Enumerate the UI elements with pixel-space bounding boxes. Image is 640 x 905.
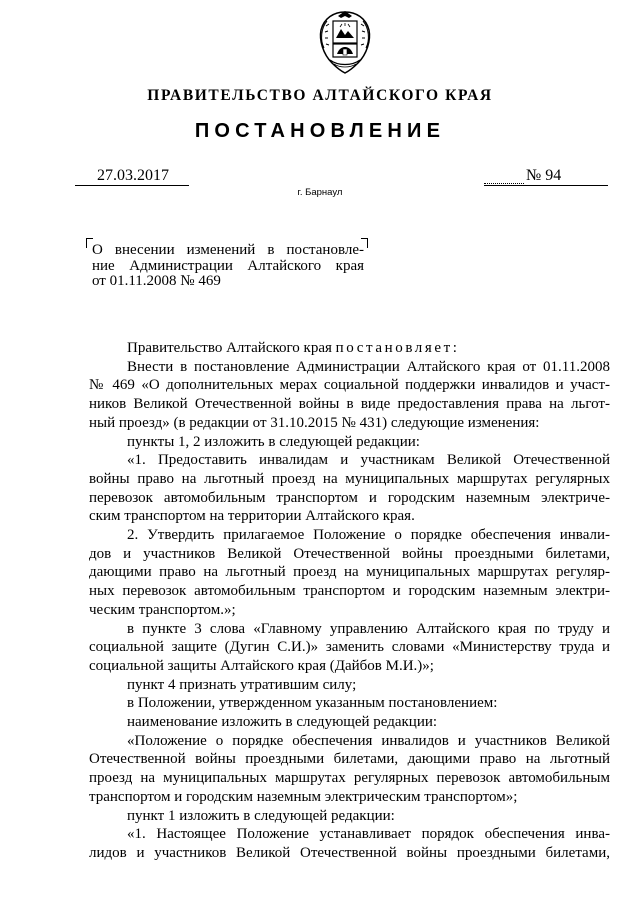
body-line: ный проезд» (в редакции от 31.10.2015 № 431) следующие изменения: <box>89 414 540 431</box>
document-subject <box>92 243 364 290</box>
body-line: ским транспортом на территории Алтайского края. <box>89 508 415 525</box>
document-date: 27.03.2017 <box>97 167 169 184</box>
intro-prefix: Правительство Алтайского края <box>127 340 336 356</box>
body-line: в Положении, утвержденном указанным постановлением: <box>127 695 498 712</box>
date-underline <box>75 185 189 186</box>
document-body <box>89 339 610 863</box>
number-underline <box>484 185 608 186</box>
subject-line: ние Администрации Алтайского края <box>92 257 364 274</box>
body-line: пункт 1 изложить в следующей редакции: <box>127 807 395 824</box>
body-line: в пункте 3 слова «Главному управлению Алтайского края по труду и <box>127 620 610 637</box>
body-line: пункты 1, 2 изложить в следующей редакции: <box>127 433 420 450</box>
intro-verb: постановляет: <box>335 340 460 356</box>
body-line: транспортом и городским наземным электрическим транспортом»; <box>89 788 518 805</box>
body-line: Отечественной войны проездными билетами, дающими право на льготный <box>89 751 610 768</box>
body-line: Внести в постановление Администрации Алтайского края от 01.11.2008 <box>127 358 610 375</box>
body-line: дающими право на льготный проезд на муниципальных маршрутах регуляр- <box>89 564 610 581</box>
subject-line: от 01.11.2008 № 469 <box>92 273 221 290</box>
body-line: ников Великой Отечественной войны в виде предоставления права на льгот- <box>89 396 610 413</box>
body-line: лидов и участников Великой Отечественной войны проездными билетами, <box>89 844 610 861</box>
body-line: «1. Настоящее Положение устанавливает порядок обеспечения инва- <box>127 826 610 843</box>
body-line: наименование изложить в следующей редакции: <box>127 714 438 731</box>
coat-of-arms-emblem <box>314 8 376 76</box>
body-line: социальной защиты Алтайского края (Дайбов М.И.)»; <box>89 657 434 674</box>
number-dotted-line <box>484 183 524 184</box>
intro-line <box>89 339 610 358</box>
body-line: № 469 «О дополнительных мерах социальной поддержки инвалидов и участ- <box>89 377 610 394</box>
body-line: «Положение о порядке обеспечения инвалидов и участников Великой <box>127 732 610 749</box>
document-type: ПОСТАНОВЛЕНИЕ <box>194 120 446 142</box>
body-line: «1. Предоставить инвалидам и участникам Великой Отечественной <box>127 452 610 469</box>
body-line: ческим транспортом.»; <box>89 601 236 618</box>
body-line: проезд на муниципальных маршрутах регулярных перевозок автомобильным <box>89 770 610 787</box>
body-line: перевозок автомобильным транспортом и городским наземным электриче- <box>89 489 610 506</box>
body-line: социальной защите (Дугин С.И.)» заменить словами «Министерству труда и <box>89 639 610 656</box>
organization-name: ПРАВИТЕЛЬСТВО АЛТАЙСКОГО КРАЯ <box>147 87 493 104</box>
body-line: пункт 4 признать утратившим силу; <box>127 676 357 693</box>
body-line: войны право на льготный проезд на муниципальных маршрутах регулярных <box>89 470 610 487</box>
body-line: 2. Утвердить прилагаемое Положение о порядке обеспечения инвали- <box>127 527 610 544</box>
city: г. Барнаул <box>297 187 343 198</box>
body-line: дов и участников Великой Отечественной войны проездными билетами, <box>89 545 610 562</box>
document-number: № 94 <box>526 167 562 184</box>
body-line: ных перевозок автомобильным транспортом и городским наземным электри- <box>89 583 610 600</box>
subject-line: О внесении изменений в постановле- <box>92 242 364 258</box>
